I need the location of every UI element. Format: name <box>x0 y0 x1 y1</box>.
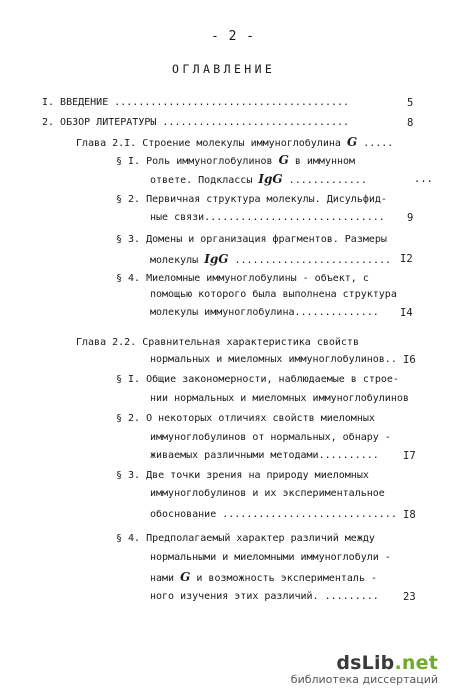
watermark-brand-main: dsLib <box>336 652 395 674</box>
toc-page-number: I2 <box>400 253 413 265</box>
toc-line-text: § I. Общие закономерности, наблюдаемые в строе- <box>116 374 399 385</box>
toc-line <box>42 116 349 130</box>
toc-line-text: ответе. Подклассы <box>150 175 253 186</box>
toc-line-tail: и возможность эксперименталь - <box>190 573 378 584</box>
toc-line-text: § 4. Миеломные иммуноглобулины - объект, с <box>116 273 369 284</box>
handwritten-symbol: G <box>278 153 289 167</box>
toc-line-tail: ............. <box>282 175 367 186</box>
toc-line-text: молекулы <box>150 255 199 266</box>
toc-line <box>150 306 379 320</box>
toc-page-number: I7 <box>403 450 416 462</box>
toc-line-text: Глава 2.2. Сравнительная характеристика свойств <box>76 337 359 348</box>
toc-line-text: ные связи.............................. <box>150 212 385 223</box>
toc-line-text: I. ВВЕДЕНИЕ ....................................... <box>42 97 350 108</box>
toc-page-number: 9 <box>407 212 414 224</box>
toc-line-text: 2. ОБЗОР ЛИТЕРАТУРЫ ............................... <box>42 117 350 128</box>
toc-line <box>116 153 355 169</box>
toc-line-text: Глава 2.I. Строение молекулы иммуноглобулина <box>76 138 341 149</box>
watermark-brand <box>291 653 438 673</box>
toc-line <box>116 272 369 286</box>
toc-line <box>150 252 391 268</box>
toc-line <box>150 431 391 445</box>
toc-line-text: § 2. О некоторых отличиях свойств миеломных <box>116 413 375 424</box>
toc-page-number: ... <box>414 173 433 185</box>
handwritten-symbol: G <box>346 135 358 149</box>
toc-line-text: § 3. Домены и организация фрагментов. Размеры <box>116 234 387 245</box>
toc-line <box>116 532 375 546</box>
toc-line-tail: ..... <box>357 138 394 149</box>
toc-line <box>116 373 399 387</box>
toc-page-number: I4 <box>400 307 413 319</box>
toc-line <box>150 551 391 565</box>
toc-line-text: нами <box>150 573 175 584</box>
toc-line-text: § I. Роль иммуноглобулинов <box>116 156 273 167</box>
watermark-tagline: библиотека диссертаций <box>290 673 438 686</box>
handwritten-symbol: IgG <box>258 172 283 186</box>
toc-line <box>150 392 409 406</box>
watermark-brand-accent: .net <box>394 652 438 674</box>
toc-line <box>116 469 369 483</box>
toc-line-text: нормальных и миеломных иммуноглобулинов.. <box>150 354 397 365</box>
toc-line-text: ного изучения этих различий. ......... <box>150 591 379 602</box>
toc-page-number: 23 <box>403 591 416 603</box>
toc-page-number: 5 <box>407 97 414 109</box>
toc-line-text: иммуноглобулинов от нормальных, обнару - <box>150 432 391 443</box>
toc-line-text: иммуноглобулинов и их экспериментальное <box>150 488 385 499</box>
toc-line-text: нормальными и миеломными иммуноглобули - <box>150 552 391 563</box>
page-number: - 2 - <box>211 29 256 44</box>
toc-line <box>150 487 385 501</box>
toc-line <box>76 336 359 350</box>
toc-line <box>150 288 397 302</box>
toc-line <box>150 353 397 367</box>
toc-line-tail: в иммунном <box>288 156 356 167</box>
handwritten-symbol: IgG <box>204 252 229 266</box>
toc-line-text: живаемых различными методами.......... <box>150 450 379 461</box>
toc-page-number: I6 <box>403 354 416 366</box>
toc-line <box>150 590 379 604</box>
toc-line <box>150 449 379 463</box>
toc-line-text: § 2. Первичная структура молекулы. Дисульфид- <box>116 194 387 205</box>
toc-title: ОГЛАВЛЕНИЕ <box>172 62 276 76</box>
toc-line <box>150 211 385 225</box>
toc-line <box>116 193 387 207</box>
toc-line-tail: .......................... <box>228 255 392 266</box>
toc-page-number: 8 <box>407 117 414 129</box>
toc-line-text: молекулы иммуноглобулина.............. <box>150 307 379 318</box>
toc-line-text: обоснование ............................. <box>150 509 397 520</box>
toc-line <box>116 412 375 426</box>
toc-page-number: I8 <box>403 509 416 521</box>
toc-line-text: § 3. Две точки зрения на природу миеломных <box>116 470 369 481</box>
toc-line-text: помощью которого была выполнена структура <box>150 289 397 300</box>
toc-line-text: нии нормальных и миеломных иммуноглобулинов <box>150 393 409 404</box>
toc-line <box>150 172 367 188</box>
watermark-logo <box>291 653 438 686</box>
toc-line <box>150 570 377 586</box>
toc-line <box>150 508 397 522</box>
handwritten-symbol: G <box>180 570 191 584</box>
toc-line-text: § 4. Предполагаемый характер различий между <box>116 533 375 544</box>
toc-line <box>42 96 349 110</box>
toc-line <box>116 233 387 247</box>
toc-line <box>76 135 393 151</box>
